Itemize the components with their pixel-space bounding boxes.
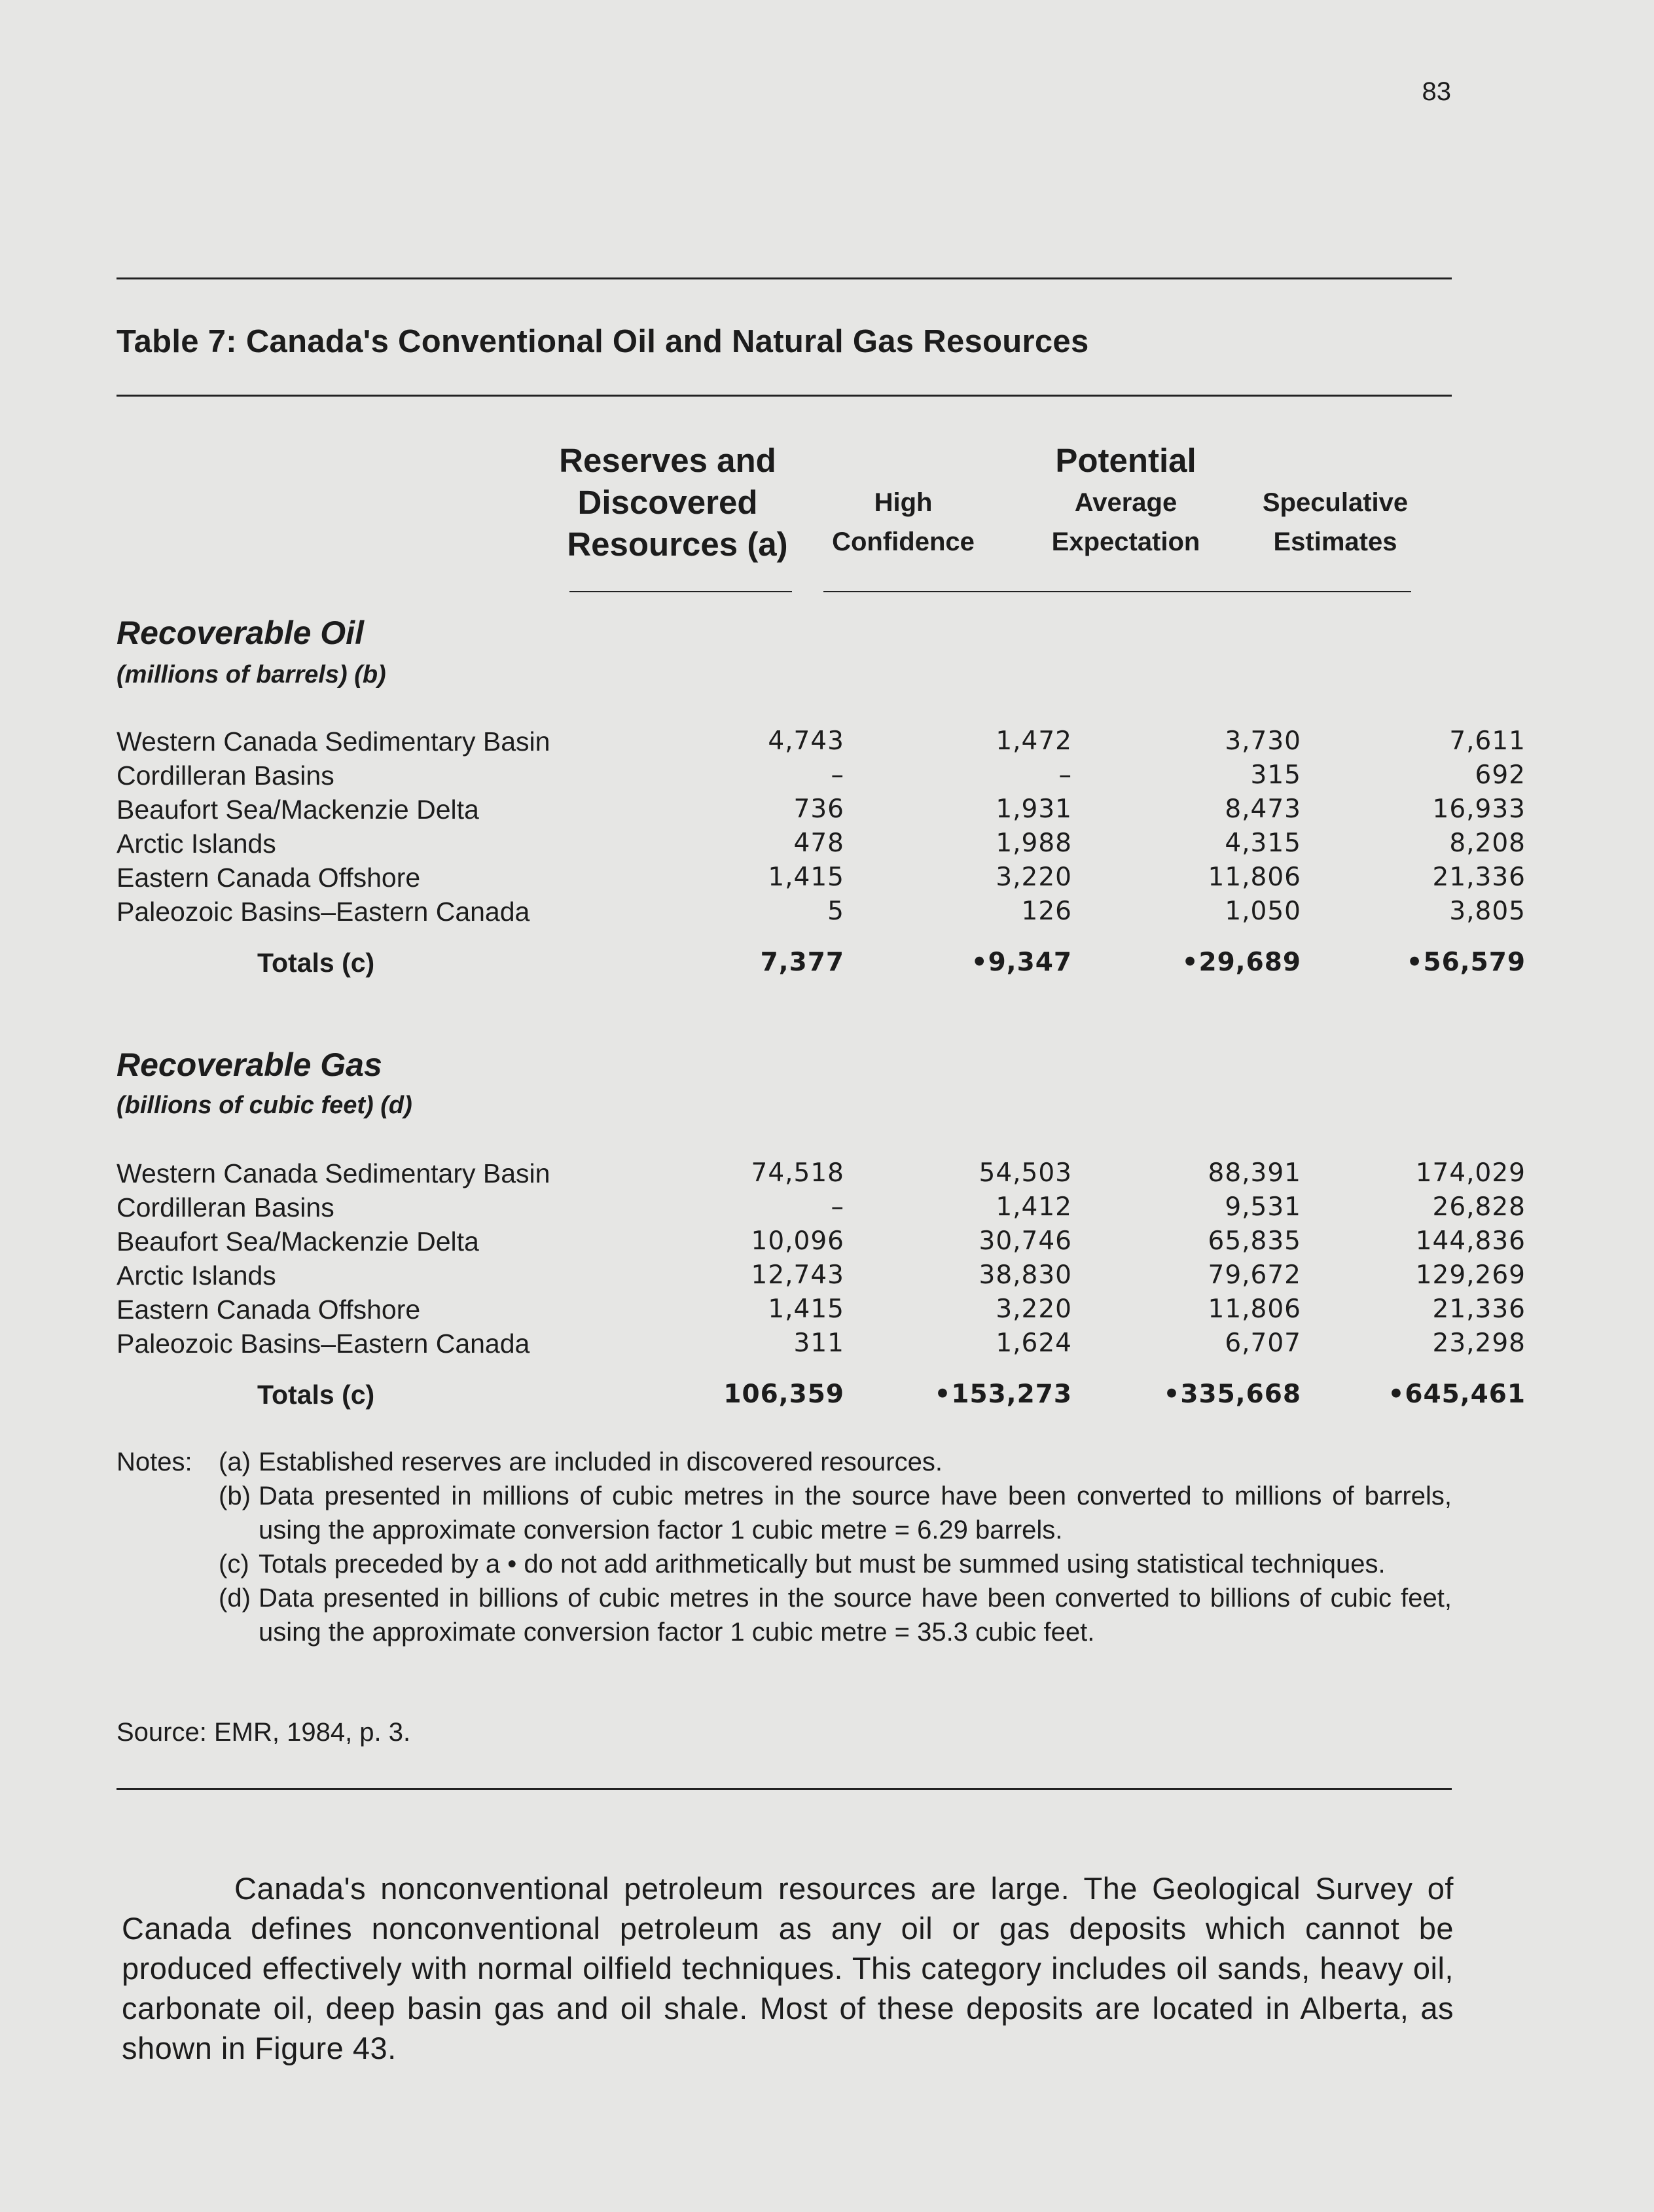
gas-row-1 xyxy=(117,1192,1526,1226)
oil-section-unit: (millions of barrels) (b) xyxy=(117,661,386,688)
reserves-value: 1,415 xyxy=(768,1294,844,1324)
average-value: 315 xyxy=(1250,760,1301,790)
note-text: Data presented in millions of cubic metres in the source have been converted to millions of barrels, using the approximate conversion factor 1 cubic metre = 6.29 barrels. xyxy=(259,1482,1452,1544)
header-reserves xyxy=(540,440,795,565)
reserves-total: 106,359 xyxy=(723,1380,844,1409)
note-text: Established reserves are included in discovered resources. xyxy=(259,1448,943,1476)
page-number: 83 xyxy=(1422,77,1451,106)
average-value: 4,315 xyxy=(1225,829,1301,858)
high-value: 1,472 xyxy=(996,726,1072,756)
note-a xyxy=(117,1445,1452,1479)
note-key: (b) xyxy=(219,1482,251,1510)
note-key: (a) xyxy=(219,1448,251,1476)
speculative-total: •56,579 xyxy=(1406,948,1526,977)
header-high-line2: Confidence xyxy=(832,527,975,556)
speculative-total: •645,461 xyxy=(1388,1380,1526,1409)
speculative-value: 129,269 xyxy=(1415,1260,1526,1290)
average-value: 1,050 xyxy=(1225,897,1301,926)
note-d xyxy=(117,1581,1452,1649)
high-value: 1,931 xyxy=(996,794,1072,824)
notes xyxy=(117,1445,1452,1649)
speculative-value: 7,611 xyxy=(1449,726,1526,756)
high-value: 3,220 xyxy=(996,863,1072,892)
header-average xyxy=(1021,483,1231,562)
header-reserves-line1: Reserves and xyxy=(559,442,776,479)
oil-row-3 xyxy=(117,829,1526,863)
row-label: Paleozoic Basins–Eastern Canada xyxy=(117,1329,530,1359)
row-label: Arctic Islands xyxy=(117,829,276,859)
speculative-value: 8,208 xyxy=(1449,829,1526,858)
header-speculative-line2: Estimates xyxy=(1273,527,1397,556)
reserves-value: 1,415 xyxy=(768,863,844,892)
totals-label: Totals (c) xyxy=(257,1380,375,1410)
title-rule xyxy=(117,395,1452,397)
high-value: 1,988 xyxy=(996,829,1072,858)
header-high xyxy=(812,483,995,562)
header-potential-underline xyxy=(823,591,1411,592)
header-reserves-underline xyxy=(569,591,792,592)
high-total: •153,273 xyxy=(934,1380,1072,1409)
speculative-value: 16,933 xyxy=(1432,794,1526,824)
average-value: 6,707 xyxy=(1225,1329,1301,1358)
average-value: 9,531 xyxy=(1225,1192,1301,1222)
reserves-total: 7,377 xyxy=(760,948,844,977)
high-value: 54,503 xyxy=(979,1158,1072,1188)
speculative-value: 21,336 xyxy=(1432,863,1526,892)
speculative-value: 144,836 xyxy=(1415,1226,1526,1256)
reserves-value: – xyxy=(831,760,844,790)
speculative-value: 21,336 xyxy=(1432,1294,1526,1324)
reserves-value: 10,096 xyxy=(751,1226,844,1256)
header-speculative xyxy=(1231,483,1440,562)
high-value: 3,220 xyxy=(996,1294,1072,1324)
row-label: Arctic Islands xyxy=(117,1260,276,1291)
header-average-line2: Expectation xyxy=(1051,527,1200,556)
gas-row-4 xyxy=(117,1294,1526,1329)
gas-row-3 xyxy=(117,1260,1526,1294)
average-value: 3,730 xyxy=(1225,726,1301,756)
totals-label: Totals (c) xyxy=(257,948,375,978)
average-value: 65,835 xyxy=(1208,1226,1301,1256)
reserves-value: 736 xyxy=(793,794,844,824)
oil-row-4 xyxy=(117,863,1526,897)
note-b xyxy=(117,1479,1452,1547)
row-label: Eastern Canada Offshore xyxy=(117,1294,421,1325)
speculative-value: 23,298 xyxy=(1432,1329,1526,1358)
high-total: •9,347 xyxy=(971,948,1072,977)
gas-row-5 xyxy=(117,1329,1526,1363)
bottom-rule xyxy=(117,1788,1452,1790)
body-paragraph: Canada's nonconventional petroleum resources are large. The Geological Survey of Canada defines nonconventional petroleum as any oil or gas deposits which cannot be produced effectively with normal oilfield techniques. This category includes oil sands, heavy oil, carbonate oil, deep basin gas and oil shale. Most of these deposits are located in Alberta, as shown in Figure 43. xyxy=(122,1871,1454,2065)
high-value: – xyxy=(1058,760,1072,790)
oil-row-2 xyxy=(117,794,1526,829)
note-c xyxy=(117,1547,1452,1581)
high-value: 1,624 xyxy=(996,1329,1072,1358)
high-value: 30,746 xyxy=(979,1226,1072,1256)
top-rule xyxy=(117,277,1452,279)
notes-label: Notes: xyxy=(117,1448,192,1476)
reserves-value: – xyxy=(831,1192,844,1222)
reserves-value: 4,743 xyxy=(768,726,844,756)
average-total: •29,689 xyxy=(1181,948,1301,977)
gas-section-unit: (billions of cubic feet) (d) xyxy=(117,1092,412,1119)
average-value: 88,391 xyxy=(1208,1158,1301,1188)
reserves-value: 74,518 xyxy=(751,1158,844,1188)
row-label: Cordilleran Basins xyxy=(117,1192,334,1222)
header-high-line1: High xyxy=(874,488,933,517)
average-value: 11,806 xyxy=(1208,863,1301,892)
average-value: 11,806 xyxy=(1208,1294,1301,1324)
speculative-value: 26,828 xyxy=(1432,1192,1526,1222)
high-value: 126 xyxy=(1021,897,1072,926)
row-label: Eastern Canada Offshore xyxy=(117,863,421,893)
row-label: Western Canada Sedimentary Basin xyxy=(117,726,550,757)
row-label: Beaufort Sea/Mackenzie Delta xyxy=(117,1226,479,1257)
high-value: 38,830 xyxy=(979,1260,1072,1290)
gas-row-0 xyxy=(117,1158,1526,1192)
high-value: 1,412 xyxy=(996,1192,1072,1222)
header-reserves-line2: Discovered xyxy=(577,483,758,521)
note-text: Data presented in billions of cubic metres in the source have been converted to billions of cubic feet, using the approximate conversion factor 1 cubic metre = 35.3 cubic feet. xyxy=(259,1584,1452,1647)
reserves-value: 311 xyxy=(793,1329,844,1358)
row-label: Beaufort Sea/Mackenzie Delta xyxy=(117,794,479,825)
row-label: Paleozoic Basins–Eastern Canada xyxy=(117,897,530,927)
note-key: (d) xyxy=(219,1584,251,1613)
row-label: Cordilleran Basins xyxy=(117,760,334,791)
oil-section-title: Recoverable Oil xyxy=(117,615,364,651)
note-text: Totals preceded by a • do not add arithmetically but must be summed using statistical techniques. xyxy=(259,1550,1386,1579)
oil-row-0 xyxy=(117,726,1526,760)
average-value: 8,473 xyxy=(1225,794,1301,824)
speculative-value: 3,805 xyxy=(1449,897,1526,926)
reserves-value: 5 xyxy=(827,897,844,926)
source-line: Source: EMR, 1984, p. 3. xyxy=(117,1718,411,1747)
gas-row-2 xyxy=(117,1226,1526,1260)
header-speculative-line1: Speculative xyxy=(1262,488,1409,517)
average-value: 79,672 xyxy=(1208,1260,1301,1290)
reserves-value: 12,743 xyxy=(751,1260,844,1290)
oil-row-1 xyxy=(117,760,1526,794)
oil-row-5 xyxy=(117,897,1526,931)
gas-totals-row xyxy=(117,1380,1526,1414)
speculative-value: 174,029 xyxy=(1415,1158,1526,1188)
row-label: Western Canada Sedimentary Basin xyxy=(117,1158,550,1188)
table-title: Table 7: Canada's Conventional Oil and Natural Gas Resources xyxy=(117,324,1089,359)
header-potential: Potential xyxy=(1055,442,1196,479)
header-average-line1: Average xyxy=(1074,488,1178,517)
header-reserves-line3: Resources (a) xyxy=(567,525,788,563)
reserves-value: 478 xyxy=(793,829,844,858)
gas-section-title: Recoverable Gas xyxy=(117,1046,382,1083)
speculative-value: 692 xyxy=(1475,760,1526,790)
average-total: •335,668 xyxy=(1163,1380,1301,1409)
oil-totals-row xyxy=(117,948,1526,982)
note-key: (c) xyxy=(219,1550,249,1579)
